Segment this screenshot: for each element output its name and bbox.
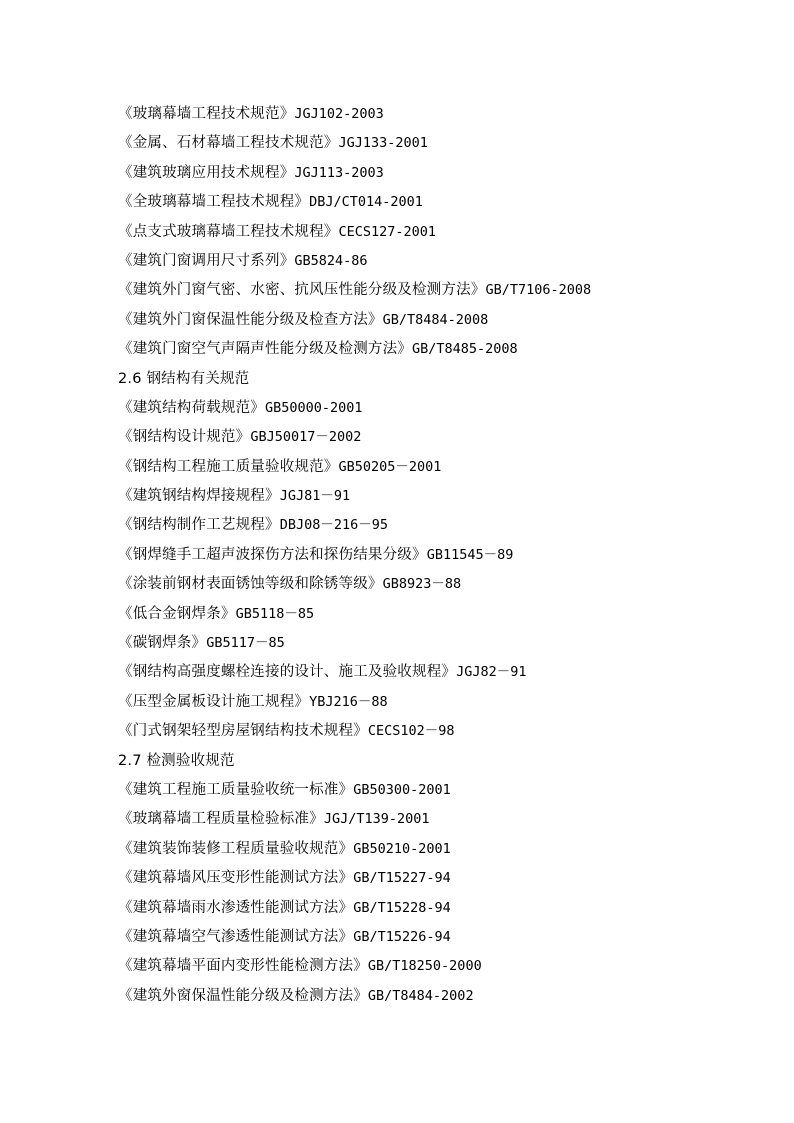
list-item (118, 335, 758, 364)
list-item (118, 570, 758, 599)
standard-title: 《建筑玻璃应用技术规程》 (118, 164, 295, 181)
standard-code: GB5117－85 (206, 635, 285, 652)
standard-title: 《玻璃幕墙工程质量检验标准》 (118, 811, 324, 828)
list-item (118, 688, 758, 717)
standard-code: JGJ133-2001 (338, 135, 428, 152)
standards-list (118, 100, 758, 1011)
standard-code: JGJ/T139-2001 (323, 811, 430, 828)
standard-code: GB/T18250-2000 (367, 958, 482, 975)
standard-code: GB/T7106-2008 (485, 282, 592, 299)
standard-title: 《建筑幕墙空气渗透性能测试方法》 (118, 928, 354, 945)
list-item (118, 894, 758, 923)
standard-title: 《钢焊缝手工超声波探伤方法和探伤结果分级》 (118, 546, 427, 563)
list-item (118, 805, 758, 834)
list-item (118, 658, 758, 687)
standard-title: 《钢结构制作工艺规程》 (118, 517, 280, 534)
standard-code: JGJ113-2003 (294, 164, 384, 181)
standard-title: 《建筑幕墙雨水渗透性能测试方法》 (118, 899, 354, 916)
standard-code: GB/T8484-2002 (367, 987, 474, 1004)
list-item (118, 453, 758, 482)
standard-code: JGJ81－91 (279, 488, 351, 505)
standard-title: 《建筑装饰装修工程质量验收规范》 (118, 840, 354, 857)
list-item (118, 482, 758, 511)
standard-title: 《建筑钢结构焊接规程》 (118, 488, 280, 505)
standard-code: DBJ/CT014-2001 (309, 194, 423, 211)
standard-code: GB8923－88 (382, 576, 462, 593)
section-heading (118, 365, 758, 394)
standard-title: 《建筑外门窗气密、水密、抗风压性能分级及检测方法》 (118, 282, 486, 299)
list-item (118, 864, 758, 893)
list-item (118, 159, 758, 188)
standard-title: 《建筑结构荷载规范》 (118, 399, 265, 416)
list-item (118, 247, 758, 276)
list-item (118, 776, 758, 805)
list-item (118, 982, 758, 1011)
list-item (118, 952, 758, 981)
standard-title: 《建筑外窗保温性能分级及检测方法》 (118, 987, 368, 1004)
standard-title: 《涂装前钢材表面锈蚀等级和除锈等级》 (118, 576, 383, 593)
standard-code: GB5118－85 (235, 605, 315, 622)
standard-title: 《钢结构设计规范》 (118, 429, 251, 446)
standard-title: 《门式钢架轻型房屋钢结构技术规程》 (118, 723, 368, 740)
list-item (118, 835, 758, 864)
standard-code: GB5824-86 (294, 252, 368, 269)
standard-title: 《建筑门窗空气声隔声性能分级及检测方法》 (118, 341, 412, 358)
standard-title: 《建筑幕墙平面内变形性能检测方法》 (118, 958, 368, 975)
section-heading-text: 2.7 检测验收规范 (118, 752, 235, 769)
standard-title: 《建筑门窗调用尺寸系列》 (118, 252, 295, 269)
list-item (118, 923, 758, 952)
standard-code: GB/T15226-94 (353, 928, 451, 945)
list-item (118, 218, 758, 247)
standard-code: DBJ08－216－95 (279, 517, 388, 534)
list-item (118, 394, 758, 423)
standard-code: YBJ216－88 (309, 693, 388, 710)
list-item (118, 717, 758, 746)
standard-title: 《低合金钢焊条》 (118, 605, 236, 622)
standard-title: 《建筑外门窗保温性能分级及检查方法》 (118, 311, 383, 328)
list-item (118, 188, 758, 217)
standard-title: 《点支式玻璃幕墙工程技术规程》 (118, 223, 339, 240)
list-item (118, 423, 758, 452)
standard-code: GB/T8485-2008 (412, 341, 518, 358)
standard-title: 《碳钢焊条》 (118, 635, 207, 652)
standard-title: 《建筑工程施工质量验收统一标准》 (118, 781, 354, 798)
list-item (118, 306, 758, 335)
standard-title: 《钢结构工程施工质量验收规范》 (118, 458, 339, 475)
list-item (118, 629, 758, 658)
standard-code: JGJ102-2003 (294, 106, 384, 122)
standard-code: GB/T15227-94 (353, 870, 451, 887)
standard-code: GB50000-2001 (265, 399, 363, 416)
section-heading (118, 747, 758, 776)
standard-title: 《金属、石材幕墙工程技术规范》 (118, 135, 339, 152)
standard-code: GB50205－2001 (338, 458, 442, 475)
standard-code: JGJ82－91 (456, 664, 527, 681)
list-item (118, 100, 758, 129)
standard-code: GBJ50017－2002 (250, 429, 362, 446)
standard-code: GB/T15228-94 (353, 899, 451, 916)
standard-code: CECS127-2001 (338, 223, 437, 240)
list-item (118, 541, 758, 570)
standard-title: 《钢结构高强度螺栓连接的设计、施工及验收规程》 (118, 664, 457, 681)
list-item (118, 600, 758, 629)
standard-title: 《建筑幕墙风压变形性能测试方法》 (118, 870, 354, 887)
list-item (118, 276, 758, 305)
standard-title: 《压型金属板设计施工规程》 (118, 693, 310, 710)
standard-code: CECS102－98 (367, 723, 455, 740)
standard-title: 《全玻璃幕墙工程技术规程》 (118, 194, 310, 211)
list-item (118, 511, 758, 540)
standard-code: GB/T8484-2008 (382, 311, 489, 328)
list-item (118, 129, 758, 158)
standard-title: 《玻璃幕墙工程技术规范》 (118, 106, 295, 122)
standard-code: GB50300-2001 (353, 781, 451, 798)
section-heading-text: 2.6 钢结构有关规范 (118, 370, 250, 387)
standard-code: GB11545－89 (426, 546, 514, 563)
standard-code: GB50210-2001 (353, 840, 451, 857)
